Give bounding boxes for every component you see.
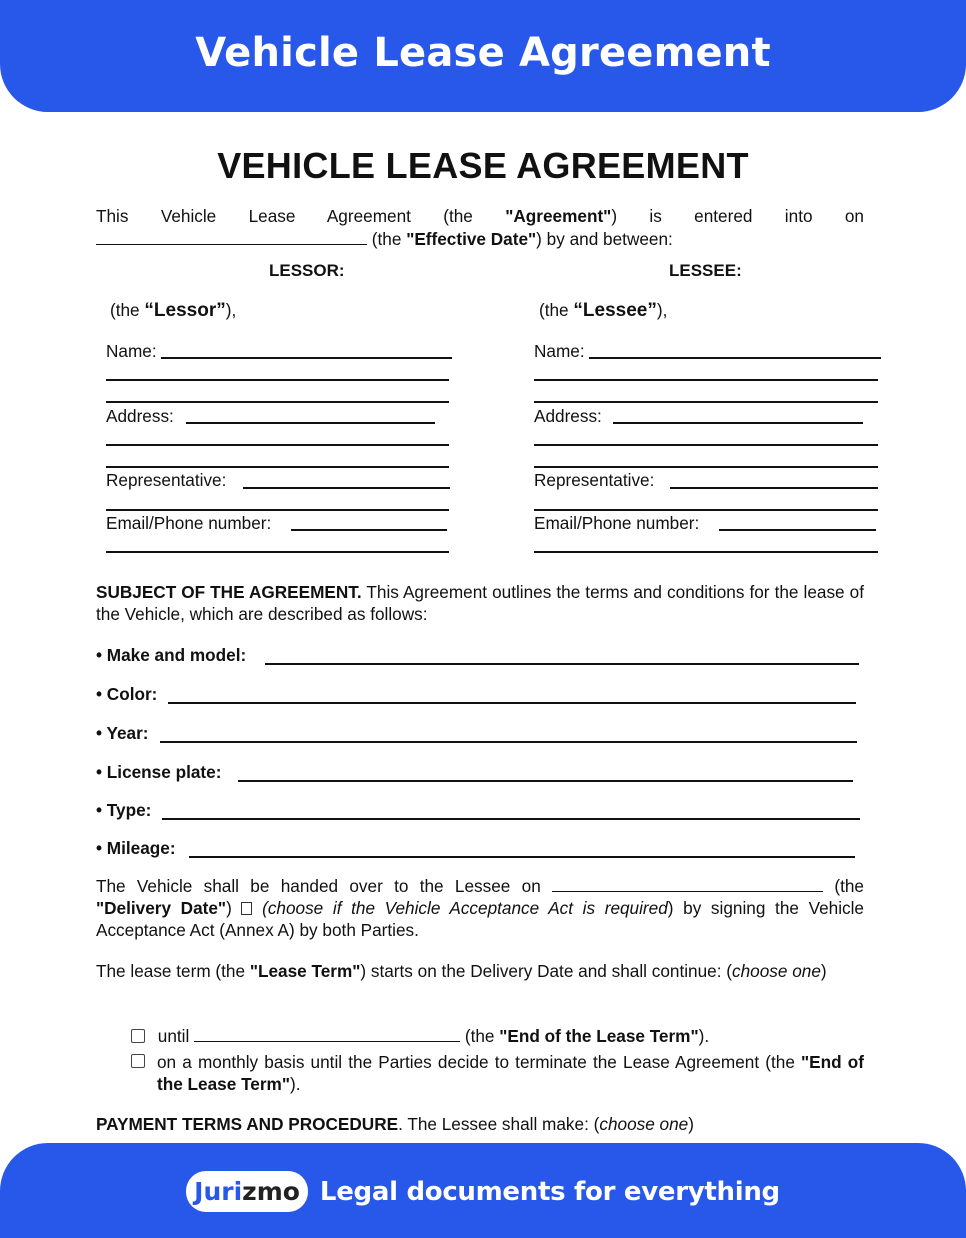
lessee-email-line-2[interactable] bbox=[534, 551, 878, 553]
jurizmo-logo[interactable] bbox=[186, 1171, 308, 1212]
delivery-date-term: "Delivery Date" bbox=[96, 898, 227, 918]
effective-date-blank[interactable] bbox=[96, 229, 367, 245]
intro-paragraph bbox=[96, 205, 864, 250]
lessor-representative-line-2[interactable] bbox=[106, 509, 449, 511]
until-text-2: (the bbox=[460, 1026, 500, 1046]
monthly-text-end: ). bbox=[289, 1074, 301, 1094]
text: (the bbox=[110, 300, 145, 320]
top-banner bbox=[0, 0, 966, 112]
footer-tagline: Legal documents for everything bbox=[319, 1176, 780, 1207]
text: (the bbox=[539, 300, 574, 320]
make-model-label: • Make and model: bbox=[96, 645, 247, 665]
lessee-representative-line-2[interactable] bbox=[534, 509, 878, 511]
lessee-name-line-2[interactable] bbox=[534, 379, 878, 381]
end-date-blank[interactable] bbox=[194, 1026, 460, 1042]
lessor-address-field[interactable] bbox=[186, 422, 435, 424]
lease-option-until bbox=[131, 1025, 709, 1047]
lessor-email-field[interactable] bbox=[291, 529, 447, 531]
payment-heading: PAYMENT TERMS AND PROCEDURE bbox=[96, 1114, 399, 1134]
color-field bbox=[96, 684, 157, 705]
brand-row bbox=[186, 1171, 780, 1212]
until-text: until bbox=[157, 1026, 190, 1046]
logo-text-dark: zmo bbox=[242, 1177, 300, 1206]
type-label: • Type: bbox=[96, 800, 152, 820]
logo-text-blue: Juri bbox=[194, 1177, 243, 1206]
delivery-text-4: ) by signing the Vehicle Acceptance Act (Annex A) by both Parties. bbox=[96, 898, 864, 940]
intro-text-4: ) by and between: bbox=[536, 229, 673, 249]
year-input[interactable] bbox=[160, 741, 857, 743]
lessee-representative-label: Representative: bbox=[534, 470, 655, 490]
delivery-text-1: The Vehicle shall be handed over to the Lessee on bbox=[96, 876, 541, 896]
text: ), bbox=[656, 300, 668, 320]
lessee-heading: LESSEE: bbox=[669, 261, 742, 280]
acceptance-act-checkbox[interactable] bbox=[241, 902, 252, 915]
delivery-italic-note: (choose if the Vehicle Acceptance Act is required bbox=[262, 898, 668, 918]
lease-term-italic: choose one bbox=[732, 961, 821, 981]
color-label: • Color: bbox=[96, 684, 158, 704]
type-field bbox=[96, 800, 151, 821]
license-plate-label: • License plate: bbox=[96, 762, 222, 782]
intro-text-2: ) is entered into on bbox=[611, 206, 864, 226]
delivery-date-blank[interactable] bbox=[552, 876, 823, 892]
lessee-address-line-3[interactable] bbox=[534, 466, 878, 468]
lease-option-monthly bbox=[131, 1051, 864, 1095]
lessor-term: “Lessor” bbox=[144, 300, 226, 321]
intro-text-3: (the bbox=[371, 229, 402, 249]
lessee-term: “Lessee” bbox=[573, 300, 657, 321]
lessee-name-field[interactable] bbox=[589, 357, 881, 359]
bottom-banner bbox=[0, 1143, 966, 1238]
lessor-name-line-3[interactable] bbox=[106, 401, 449, 403]
lessee-name-label: Name: bbox=[534, 341, 585, 361]
lessor-representative-field[interactable] bbox=[243, 487, 450, 489]
lessee-definition bbox=[539, 300, 667, 322]
lessee-email-label: Email/Phone number: bbox=[534, 513, 700, 533]
lessor-email-label: Email/Phone number: bbox=[106, 513, 272, 533]
until-text-end: ). bbox=[698, 1026, 710, 1046]
lessee-column bbox=[525, 258, 875, 558]
lessee-address-line-2[interactable] bbox=[534, 444, 878, 446]
lessee-name-line-3[interactable] bbox=[534, 401, 878, 403]
lessee-address-label: Address: bbox=[534, 406, 602, 426]
license-plate-field bbox=[96, 762, 221, 783]
mileage-field bbox=[96, 838, 176, 859]
intro-text-1: This Vehicle Lease Agreement (the bbox=[96, 206, 473, 226]
lease-term-term: "Lease Term" bbox=[249, 961, 361, 981]
document-title: VEHICLE LEASE AGREEMENT bbox=[217, 145, 749, 186]
agreement-term: "Agreement" bbox=[505, 206, 612, 226]
delivery-text-3: ) bbox=[226, 898, 242, 918]
delivery-paragraph bbox=[96, 875, 864, 941]
lessor-definition bbox=[110, 300, 236, 322]
subject-paragraph bbox=[96, 581, 864, 625]
until-checkbox[interactable] bbox=[131, 1029, 145, 1043]
payment-italic: choose one bbox=[599, 1114, 689, 1134]
lease-term-text-2: ) starts on the Delivery Date and shall continue: ( bbox=[360, 961, 732, 981]
monthly-text: on a monthly basis until the Parties decide to terminate the Lease Agreement (the bbox=[157, 1052, 802, 1072]
color-input[interactable] bbox=[168, 702, 856, 704]
lessor-heading: LESSOR: bbox=[269, 261, 345, 280]
license-plate-input[interactable] bbox=[238, 780, 853, 782]
lessee-address-field[interactable] bbox=[613, 422, 863, 424]
effective-date-term: "Effective Date" bbox=[406, 229, 537, 249]
type-input[interactable] bbox=[162, 818, 860, 820]
payment-paragraph bbox=[96, 1113, 864, 1135]
lessor-name-line-2[interactable] bbox=[106, 379, 449, 381]
banner-title: Vehicle Lease Agreement bbox=[195, 30, 771, 76]
lessor-column bbox=[96, 258, 446, 558]
lessor-representative-label: Representative: bbox=[106, 470, 227, 490]
subject-heading: SUBJECT OF THE AGREEMENT. bbox=[96, 582, 362, 602]
monthly-end-term: "End of the Lease Term" bbox=[157, 1052, 865, 1094]
mileage-input[interactable] bbox=[189, 856, 855, 858]
lease-term-paragraph bbox=[96, 960, 864, 982]
delivery-text-2: (the bbox=[823, 876, 864, 896]
text: ), bbox=[225, 300, 237, 320]
subject-text: This Agreement outlines the terms and conditions for the lease of the Vehicle, which are described as follows: bbox=[96, 582, 864, 624]
end-of-term-term: "End of the Lease Term" bbox=[499, 1026, 699, 1046]
lessor-email-line-2[interactable] bbox=[106, 551, 449, 553]
lease-term-text-1: The lease term (the bbox=[96, 961, 250, 981]
monthly-checkbox[interactable] bbox=[131, 1054, 145, 1068]
lessee-email-field[interactable] bbox=[719, 529, 876, 531]
lessor-name-label: Name: bbox=[106, 341, 157, 361]
lessee-representative-field[interactable] bbox=[670, 487, 878, 489]
year-label: • Year: bbox=[96, 723, 149, 743]
year-field bbox=[96, 723, 149, 744]
make-model-input[interactable] bbox=[265, 663, 859, 665]
lessor-address-line-3[interactable] bbox=[106, 466, 449, 468]
mileage-label: • Mileage: bbox=[96, 838, 176, 858]
payment-text: . The Lessee shall make: ( bbox=[398, 1114, 600, 1134]
lease-term-text-3: ) bbox=[820, 961, 827, 981]
lessor-address-line-2[interactable] bbox=[106, 444, 449, 446]
payment-text-end: ) bbox=[688, 1114, 694, 1134]
lessor-name-field[interactable] bbox=[161, 357, 452, 359]
lessor-address-label: Address: bbox=[106, 406, 174, 426]
make-model-field bbox=[96, 645, 246, 666]
